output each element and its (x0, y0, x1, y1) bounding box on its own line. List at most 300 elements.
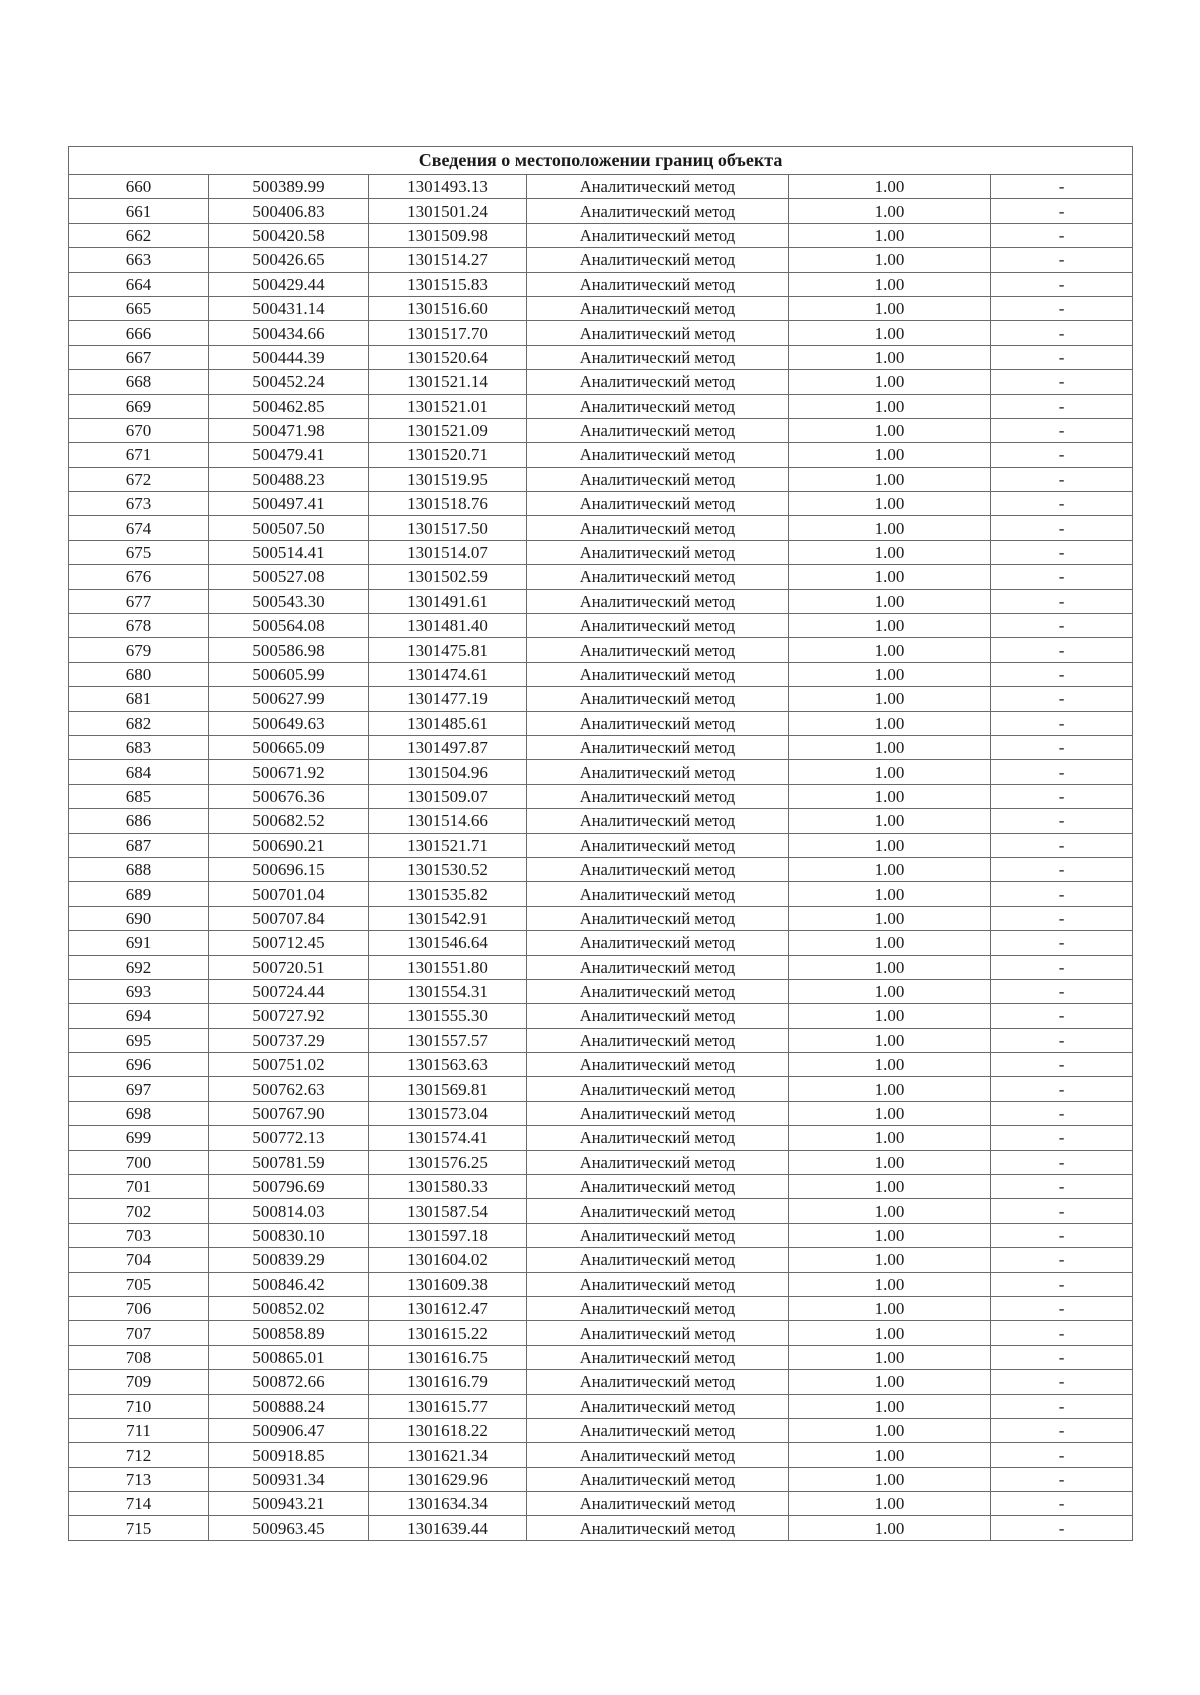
x-coordinate-cell: 500406.83 (209, 199, 369, 223)
method-cell: Аналитический метод (527, 638, 789, 662)
description-cell: - (991, 1053, 1133, 1077)
y-coordinate-cell: 1301517.50 (369, 516, 527, 540)
method-cell: Аналитический метод (527, 857, 789, 881)
point-number-cell: 672 (69, 467, 209, 491)
x-coordinate-cell: 500488.23 (209, 467, 369, 491)
point-number-cell: 712 (69, 1443, 209, 1467)
point-number-cell: 660 (69, 175, 209, 199)
x-coordinate-cell: 500389.99 (209, 175, 369, 199)
accuracy-cell: 1.00 (789, 614, 991, 638)
description-cell: - (991, 223, 1133, 247)
table-row (69, 1248, 1133, 1272)
accuracy-cell: 1.00 (789, 809, 991, 833)
description-cell: - (991, 1321, 1133, 1345)
accuracy-cell: 1.00 (789, 1004, 991, 1028)
point-number-cell: 692 (69, 955, 209, 979)
accuracy-cell: 1.00 (789, 175, 991, 199)
accuracy-cell: 1.00 (789, 1126, 991, 1150)
accuracy-cell: 1.00 (789, 882, 991, 906)
method-cell: Аналитический метод (527, 931, 789, 955)
method-cell: Аналитический метод (527, 1272, 789, 1296)
method-cell: Аналитический метод (527, 784, 789, 808)
accuracy-cell: 1.00 (789, 1467, 991, 1491)
table-row (69, 443, 1133, 467)
method-cell: Аналитический метод (527, 711, 789, 735)
table-row (69, 418, 1133, 442)
y-coordinate-cell: 1301546.64 (369, 931, 527, 955)
description-cell: - (991, 1345, 1133, 1369)
method-cell: Аналитический метод (527, 1370, 789, 1394)
x-coordinate-cell: 500426.65 (209, 248, 369, 272)
accuracy-cell: 1.00 (789, 1370, 991, 1394)
x-coordinate-cell: 500737.29 (209, 1028, 369, 1052)
point-number-cell: 702 (69, 1199, 209, 1223)
y-coordinate-cell: 1301634.34 (369, 1492, 527, 1516)
y-coordinate-cell: 1301587.54 (369, 1199, 527, 1223)
description-cell: - (991, 1199, 1133, 1223)
y-coordinate-cell: 1301563.63 (369, 1053, 527, 1077)
table-row (69, 1175, 1133, 1199)
description-cell: - (991, 248, 1133, 272)
x-coordinate-cell: 500872.66 (209, 1370, 369, 1394)
x-coordinate-cell: 500690.21 (209, 833, 369, 857)
y-coordinate-cell: 1301615.22 (369, 1321, 527, 1345)
y-coordinate-cell: 1301554.31 (369, 979, 527, 1003)
x-coordinate-cell: 500943.21 (209, 1492, 369, 1516)
method-cell: Аналитический метод (527, 565, 789, 589)
y-coordinate-cell: 1301555.30 (369, 1004, 527, 1028)
y-coordinate-cell: 1301514.27 (369, 248, 527, 272)
accuracy-cell: 1.00 (789, 857, 991, 881)
x-coordinate-cell: 500814.03 (209, 1199, 369, 1223)
point-number-cell: 687 (69, 833, 209, 857)
table-row (69, 467, 1133, 491)
accuracy-cell: 1.00 (789, 1345, 991, 1369)
description-cell: - (991, 1150, 1133, 1174)
description-cell: - (991, 199, 1133, 223)
x-coordinate-cell: 500497.41 (209, 492, 369, 516)
y-coordinate-cell: 1301621.34 (369, 1443, 527, 1467)
method-cell: Аналитический метод (527, 735, 789, 759)
description-cell: - (991, 784, 1133, 808)
point-number-cell: 662 (69, 223, 209, 247)
y-coordinate-cell: 1301497.87 (369, 735, 527, 759)
y-coordinate-cell: 1301609.38 (369, 1272, 527, 1296)
method-cell: Аналитический метод (527, 516, 789, 540)
accuracy-cell: 1.00 (789, 931, 991, 955)
point-number-cell: 678 (69, 614, 209, 638)
y-coordinate-cell: 1301597.18 (369, 1223, 527, 1247)
accuracy-cell: 1.00 (789, 272, 991, 296)
method-cell: Аналитический метод (527, 1101, 789, 1125)
point-number-cell: 710 (69, 1394, 209, 1418)
accuracy-cell: 1.00 (789, 735, 991, 759)
table-row (69, 614, 1133, 638)
description-cell: - (991, 492, 1133, 516)
table-row (69, 516, 1133, 540)
x-coordinate-cell: 500707.84 (209, 906, 369, 930)
method-cell: Аналитический метод (527, 1492, 789, 1516)
description-cell: - (991, 345, 1133, 369)
point-number-cell: 705 (69, 1272, 209, 1296)
description-cell: - (991, 809, 1133, 833)
table-row (69, 662, 1133, 686)
description-cell: - (991, 711, 1133, 735)
accuracy-cell: 1.00 (789, 467, 991, 491)
point-number-cell: 668 (69, 370, 209, 394)
table-row (69, 1150, 1133, 1174)
accuracy-cell: 1.00 (789, 589, 991, 613)
table-row (69, 1199, 1133, 1223)
x-coordinate-cell: 500772.13 (209, 1126, 369, 1150)
description-cell: - (991, 760, 1133, 784)
description-cell: - (991, 687, 1133, 711)
y-coordinate-cell: 1301474.61 (369, 662, 527, 686)
x-coordinate-cell: 500767.90 (209, 1101, 369, 1125)
method-cell: Аналитический метод (527, 1175, 789, 1199)
point-number-cell: 698 (69, 1101, 209, 1125)
x-coordinate-cell: 500830.10 (209, 1223, 369, 1247)
accuracy-cell: 1.00 (789, 199, 991, 223)
table-row (69, 540, 1133, 564)
x-coordinate-cell: 500918.85 (209, 1443, 369, 1467)
y-coordinate-cell: 1301477.19 (369, 687, 527, 711)
x-coordinate-cell: 500846.42 (209, 1272, 369, 1296)
table-row (69, 345, 1133, 369)
table-row (69, 1223, 1133, 1247)
boundary-points-table (68, 146, 1133, 1541)
description-cell: - (991, 1467, 1133, 1491)
accuracy-cell: 1.00 (789, 784, 991, 808)
description-cell: - (991, 979, 1133, 1003)
description-cell: - (991, 467, 1133, 491)
method-cell: Аналитический метод (527, 760, 789, 784)
accuracy-cell: 1.00 (789, 345, 991, 369)
point-number-cell: 671 (69, 443, 209, 467)
table-row (69, 1296, 1133, 1320)
accuracy-cell: 1.00 (789, 296, 991, 320)
x-coordinate-cell: 500564.08 (209, 614, 369, 638)
x-coordinate-cell: 500586.98 (209, 638, 369, 662)
description-cell: - (991, 1296, 1133, 1320)
accuracy-cell: 1.00 (789, 1150, 991, 1174)
description-cell: - (991, 638, 1133, 662)
accuracy-cell: 1.00 (789, 394, 991, 418)
point-number-cell: 665 (69, 296, 209, 320)
method-cell: Аналитический метод (527, 589, 789, 613)
description-cell: - (991, 370, 1133, 394)
x-coordinate-cell: 500420.58 (209, 223, 369, 247)
x-coordinate-cell: 500796.69 (209, 1175, 369, 1199)
description-cell: - (991, 1272, 1133, 1296)
method-cell: Аналитический метод (527, 662, 789, 686)
y-coordinate-cell: 1301639.44 (369, 1516, 527, 1540)
method-cell: Аналитический метод (527, 809, 789, 833)
y-coordinate-cell: 1301616.75 (369, 1345, 527, 1369)
point-number-cell: 686 (69, 809, 209, 833)
description-cell: - (991, 1248, 1133, 1272)
description-cell: - (991, 1004, 1133, 1028)
table-row (69, 1077, 1133, 1101)
description-cell: - (991, 955, 1133, 979)
accuracy-cell: 1.00 (789, 662, 991, 686)
table-title-row (69, 147, 1133, 175)
method-cell: Аналитический метод (527, 906, 789, 930)
description-cell: - (991, 882, 1133, 906)
method-cell: Аналитический метод (527, 955, 789, 979)
y-coordinate-cell: 1301520.64 (369, 345, 527, 369)
accuracy-cell: 1.00 (789, 516, 991, 540)
method-cell: Аналитический метод (527, 1467, 789, 1491)
description-cell: - (991, 1394, 1133, 1418)
description-cell: - (991, 1126, 1133, 1150)
accuracy-cell: 1.00 (789, 906, 991, 930)
point-number-cell: 708 (69, 1345, 209, 1369)
accuracy-cell: 1.00 (789, 1418, 991, 1442)
x-coordinate-cell: 500762.63 (209, 1077, 369, 1101)
accuracy-cell: 1.00 (789, 492, 991, 516)
description-cell: - (991, 735, 1133, 759)
x-coordinate-cell: 500543.30 (209, 589, 369, 613)
x-coordinate-cell: 500479.41 (209, 443, 369, 467)
table-row (69, 492, 1133, 516)
x-coordinate-cell: 500676.36 (209, 784, 369, 808)
y-coordinate-cell: 1301514.07 (369, 540, 527, 564)
method-cell: Аналитический метод (527, 687, 789, 711)
table-row (69, 906, 1133, 930)
table-row (69, 199, 1133, 223)
y-coordinate-cell: 1301504.96 (369, 760, 527, 784)
table-title: Сведения о местоположении границ объекта (69, 147, 1133, 175)
x-coordinate-cell: 500471.98 (209, 418, 369, 442)
y-coordinate-cell: 1301493.13 (369, 175, 527, 199)
point-number-cell: 699 (69, 1126, 209, 1150)
y-coordinate-cell: 1301509.07 (369, 784, 527, 808)
point-number-cell: 688 (69, 857, 209, 881)
y-coordinate-cell: 1301616.79 (369, 1370, 527, 1394)
table-row (69, 321, 1133, 345)
description-cell: - (991, 931, 1133, 955)
table-row (69, 687, 1133, 711)
method-cell: Аналитический метод (527, 1077, 789, 1101)
method-cell: Аналитический метод (527, 443, 789, 467)
table-row (69, 882, 1133, 906)
description-cell: - (991, 1443, 1133, 1467)
y-coordinate-cell: 1301574.41 (369, 1126, 527, 1150)
table-row (69, 1101, 1133, 1125)
boundary-points-document (68, 146, 1132, 1541)
y-coordinate-cell: 1301491.61 (369, 589, 527, 613)
accuracy-cell: 1.00 (789, 223, 991, 247)
table-row (69, 1028, 1133, 1052)
point-number-cell: 680 (69, 662, 209, 686)
method-cell: Аналитический метод (527, 1345, 789, 1369)
point-number-cell: 669 (69, 394, 209, 418)
description-cell: - (991, 1418, 1133, 1442)
point-number-cell: 667 (69, 345, 209, 369)
description-cell: - (991, 1223, 1133, 1247)
table-row (69, 1272, 1133, 1296)
x-coordinate-cell: 500724.44 (209, 979, 369, 1003)
x-coordinate-cell: 500701.04 (209, 882, 369, 906)
description-cell: - (991, 565, 1133, 589)
method-cell: Аналитический метод (527, 979, 789, 1003)
y-coordinate-cell: 1301475.81 (369, 638, 527, 662)
description-cell: - (991, 1175, 1133, 1199)
x-coordinate-cell: 500507.50 (209, 516, 369, 540)
x-coordinate-cell: 500931.34 (209, 1467, 369, 1491)
method-cell: Аналитический метод (527, 418, 789, 442)
point-number-cell: 682 (69, 711, 209, 735)
y-coordinate-cell: 1301485.61 (369, 711, 527, 735)
method-cell: Аналитический метод (527, 492, 789, 516)
table-row (69, 1443, 1133, 1467)
point-number-cell: 695 (69, 1028, 209, 1052)
table-row (69, 955, 1133, 979)
x-coordinate-cell: 500888.24 (209, 1394, 369, 1418)
accuracy-cell: 1.00 (789, 1516, 991, 1540)
method-cell: Аналитический метод (527, 1418, 789, 1442)
method-cell: Аналитический метод (527, 1004, 789, 1028)
y-coordinate-cell: 1301521.14 (369, 370, 527, 394)
table-row (69, 248, 1133, 272)
y-coordinate-cell: 1301580.33 (369, 1175, 527, 1199)
method-cell: Аналитический метод (527, 1296, 789, 1320)
point-number-cell: 690 (69, 906, 209, 930)
method-cell: Аналитический метод (527, 272, 789, 296)
x-coordinate-cell: 500671.92 (209, 760, 369, 784)
y-coordinate-cell: 1301519.95 (369, 467, 527, 491)
method-cell: Аналитический метод (527, 1126, 789, 1150)
table-row (69, 735, 1133, 759)
accuracy-cell: 1.00 (789, 955, 991, 979)
accuracy-cell: 1.00 (789, 1321, 991, 1345)
description-cell: - (991, 321, 1133, 345)
description-cell: - (991, 296, 1133, 320)
point-number-cell: 713 (69, 1467, 209, 1491)
point-number-cell: 677 (69, 589, 209, 613)
description-cell: - (991, 443, 1133, 467)
y-coordinate-cell: 1301520.71 (369, 443, 527, 467)
accuracy-cell: 1.00 (789, 979, 991, 1003)
method-cell: Аналитический метод (527, 1199, 789, 1223)
table-row (69, 589, 1133, 613)
x-coordinate-cell: 500649.63 (209, 711, 369, 735)
method-cell: Аналитический метод (527, 199, 789, 223)
accuracy-cell: 1.00 (789, 540, 991, 564)
y-coordinate-cell: 1301521.71 (369, 833, 527, 857)
y-coordinate-cell: 1301502.59 (369, 565, 527, 589)
y-coordinate-cell: 1301576.25 (369, 1150, 527, 1174)
accuracy-cell: 1.00 (789, 1394, 991, 1418)
method-cell: Аналитический метод (527, 1321, 789, 1345)
method-cell: Аналитический метод (527, 1248, 789, 1272)
table-row (69, 1053, 1133, 1077)
x-coordinate-cell: 500720.51 (209, 955, 369, 979)
method-cell: Аналитический метод (527, 1053, 789, 1077)
method-cell: Аналитический метод (527, 1516, 789, 1540)
x-coordinate-cell: 500751.02 (209, 1053, 369, 1077)
y-coordinate-cell: 1301514.66 (369, 809, 527, 833)
method-cell: Аналитический метод (527, 1150, 789, 1174)
table-row (69, 1394, 1133, 1418)
x-coordinate-cell: 500858.89 (209, 1321, 369, 1345)
description-cell: - (991, 614, 1133, 638)
table-row (69, 1321, 1133, 1345)
method-cell: Аналитический метод (527, 1223, 789, 1247)
table-row (69, 1418, 1133, 1442)
accuracy-cell: 1.00 (789, 565, 991, 589)
method-cell: Аналитический метод (527, 1028, 789, 1052)
x-coordinate-cell: 500514.41 (209, 540, 369, 564)
point-number-cell: 714 (69, 1492, 209, 1516)
description-cell: - (991, 516, 1133, 540)
accuracy-cell: 1.00 (789, 638, 991, 662)
table-row (69, 931, 1133, 955)
y-coordinate-cell: 1301481.40 (369, 614, 527, 638)
point-number-cell: 679 (69, 638, 209, 662)
description-cell: - (991, 1101, 1133, 1125)
table-row (69, 1467, 1133, 1491)
description-cell: - (991, 833, 1133, 857)
x-coordinate-cell: 500712.45 (209, 931, 369, 955)
table-row (69, 175, 1133, 199)
y-coordinate-cell: 1301612.47 (369, 1296, 527, 1320)
y-coordinate-cell: 1301530.52 (369, 857, 527, 881)
x-coordinate-cell: 500431.14 (209, 296, 369, 320)
table-row (69, 638, 1133, 662)
x-coordinate-cell: 500429.44 (209, 272, 369, 296)
table-row (69, 979, 1133, 1003)
description-cell: - (991, 1077, 1133, 1101)
accuracy-cell: 1.00 (789, 833, 991, 857)
table-row (69, 760, 1133, 784)
point-number-cell: 666 (69, 321, 209, 345)
point-number-cell: 673 (69, 492, 209, 516)
x-coordinate-cell: 500434.66 (209, 321, 369, 345)
point-number-cell: 706 (69, 1296, 209, 1320)
method-cell: Аналитический метод (527, 1394, 789, 1418)
point-number-cell: 661 (69, 199, 209, 223)
method-cell: Аналитический метод (527, 223, 789, 247)
accuracy-cell: 1.00 (789, 321, 991, 345)
description-cell: - (991, 1028, 1133, 1052)
accuracy-cell: 1.00 (789, 711, 991, 735)
x-coordinate-cell: 500627.99 (209, 687, 369, 711)
table-row (69, 223, 1133, 247)
table-row (69, 1126, 1133, 1150)
description-cell: - (991, 394, 1133, 418)
y-coordinate-cell: 1301517.70 (369, 321, 527, 345)
x-coordinate-cell: 500462.85 (209, 394, 369, 418)
method-cell: Аналитический метод (527, 175, 789, 199)
y-coordinate-cell: 1301629.96 (369, 1467, 527, 1491)
point-number-cell: 676 (69, 565, 209, 589)
description-cell: - (991, 589, 1133, 613)
table-row (69, 1492, 1133, 1516)
point-number-cell: 700 (69, 1150, 209, 1174)
point-number-cell: 701 (69, 1175, 209, 1199)
table-row (69, 711, 1133, 735)
x-coordinate-cell: 500444.39 (209, 345, 369, 369)
x-coordinate-cell: 500605.99 (209, 662, 369, 686)
x-coordinate-cell: 500727.92 (209, 1004, 369, 1028)
accuracy-cell: 1.00 (789, 1053, 991, 1077)
point-number-cell: 663 (69, 248, 209, 272)
description-cell: - (991, 1370, 1133, 1394)
table-row (69, 784, 1133, 808)
accuracy-cell: 1.00 (789, 1272, 991, 1296)
